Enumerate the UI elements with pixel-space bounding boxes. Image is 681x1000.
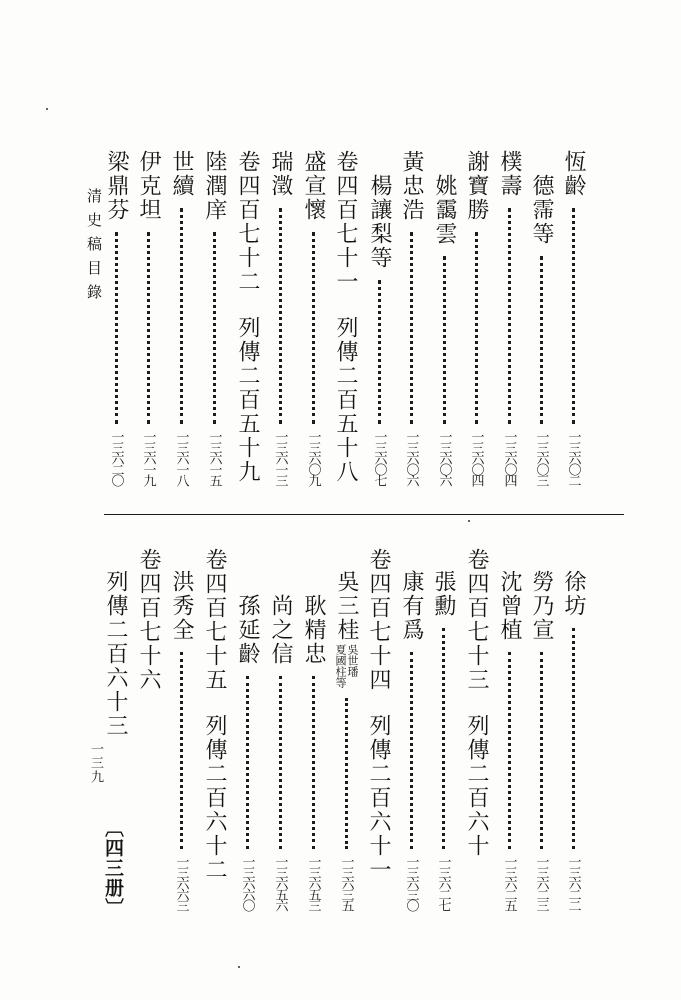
dot-leader [410, 652, 413, 849]
dot-leader [279, 676, 282, 849]
scan-speck [238, 966, 240, 968]
toc-entry[interactable] [137, 150, 159, 485]
page-number: 一三九 [88, 742, 103, 784]
chapter-heading[interactable] [203, 548, 225, 888]
dot-leader [180, 652, 183, 849]
entry-title: 伊克坦 [136, 150, 161, 222]
book-title-margin: 清史稿目錄 [85, 188, 103, 308]
entry-page: 一三六二三 [533, 855, 549, 910]
dot-leader [475, 232, 478, 424]
entry-title: 謝寶勝 [464, 150, 489, 222]
toc-entry[interactable] [269, 594, 291, 910]
entry-page: 一三六二七 [435, 855, 451, 910]
entry-title: 吳三桂 [334, 570, 359, 642]
entry-title: 盛宣懷 [301, 150, 326, 222]
entry-title: 德霈等 [529, 174, 554, 246]
chapter-subtitle-line[interactable] [104, 570, 126, 750]
entry-title: 樸壽 [497, 150, 522, 198]
dot-leader [345, 698, 348, 849]
entry-page: 一三六〇七 [371, 430, 387, 485]
entry-title: 陸潤庠 [202, 150, 227, 222]
chapter-heading[interactable] [236, 150, 258, 485]
dot-leader [312, 676, 315, 849]
dot-leader [442, 628, 445, 849]
entry-page: 一三六〇四 [501, 430, 517, 485]
chapter-number: 卷四百七十二 [235, 150, 260, 294]
entry-note [334, 644, 358, 688]
toc-entry[interactable] [498, 570, 520, 910]
chapter-heading[interactable] [465, 548, 487, 888]
toc-entry[interactable] [530, 570, 552, 910]
toc-entry[interactable] [562, 570, 584, 910]
toc-entry[interactable] [105, 150, 127, 485]
toc-entry[interactable] [400, 150, 422, 485]
entry-title: 世續 [169, 150, 194, 198]
entry-note-line-2: 夏國柱等 [334, 644, 347, 688]
scan-speck [468, 520, 470, 522]
dot-leader [572, 628, 575, 849]
chapter-heading[interactable] [367, 548, 389, 888]
toc-entry[interactable] [530, 174, 552, 485]
dot-leader [508, 208, 511, 424]
chapter-heading[interactable] [334, 150, 356, 485]
entry-page: 一三六二五 [501, 855, 517, 910]
chapter-number: 卷四百七十一 [333, 150, 358, 294]
dot-leader [443, 256, 446, 424]
chapter-heading[interactable] [137, 548, 159, 708]
entry-title: 尚之信 [268, 594, 293, 666]
dot-leader [312, 232, 315, 424]
entry-page: 一三六〇四 [468, 430, 484, 485]
entry-page: 一三六一八 [173, 430, 189, 485]
dot-leader [115, 232, 118, 424]
entry-title: 瑞澂 [268, 150, 293, 198]
toc-entry[interactable] [302, 594, 324, 910]
chapter-number: 卷四百七十五 [202, 548, 227, 692]
toc-entry[interactable] [170, 150, 192, 485]
toc-entry[interactable] [236, 594, 258, 910]
entry-title: 洪秀全 [169, 570, 194, 642]
chapter-number: 卷四百七十四 [366, 548, 391, 692]
entry-page: 一三六五六 [272, 855, 288, 910]
dot-leader [378, 280, 381, 424]
entry-title: 梁鼎芬 [104, 150, 129, 222]
entry-page: 一三六三〇 [403, 855, 419, 910]
entry-page: 一三六〇三 [533, 430, 549, 485]
dot-leader [508, 652, 511, 849]
dot-leader [540, 652, 543, 849]
entry-title: 耿精忠 [301, 594, 326, 666]
entry-title: 徐坊 [561, 570, 586, 618]
chapter-subtitle: 列傳二百六十二 [202, 714, 227, 882]
entry-page: 一三六〇二 [565, 430, 581, 485]
scan-speck [46, 108, 48, 110]
dot-leader [213, 232, 216, 424]
entry-page: 一三六六三 [173, 855, 189, 910]
volume-label: 〔四三册〕 [102, 818, 124, 918]
toc-entry[interactable] [432, 570, 454, 910]
dot-leader [540, 256, 543, 424]
entry-title: 張勳 [431, 570, 456, 618]
toc-entry[interactable] [498, 150, 520, 485]
entry-title: 黃忠浩 [399, 150, 424, 222]
dot-leader [180, 208, 183, 424]
dot-leader [147, 232, 150, 424]
entry-page: 一三六〇九 [305, 430, 321, 485]
toc-entry[interactable] [170, 570, 192, 910]
chapter-subtitle: 列傳二百六十三 [103, 570, 128, 738]
chapter-subtitle: 列傳二百六十 [464, 714, 489, 858]
toc-entry[interactable] [562, 150, 584, 485]
dot-leader [572, 208, 575, 424]
toc-entry[interactable] [302, 150, 324, 485]
chapter-subtitle: 列傳二百五十九 [235, 316, 260, 484]
chapter-number: 卷四百七十六 [136, 548, 161, 692]
entry-title: 康有爲 [399, 570, 424, 642]
chapter-number: 卷四百七十三 [464, 548, 489, 692]
entry-page: 一三六〇六 [403, 430, 419, 485]
toc-entry[interactable] [400, 570, 422, 910]
entry-title: 孫延齡 [235, 594, 260, 666]
toc-entry[interactable] [334, 570, 358, 910]
chapter-subtitle: 列傳二百五十八 [333, 316, 358, 484]
toc-entry[interactable] [433, 174, 455, 485]
entry-page: 一三六二〇 [108, 430, 124, 485]
entry-title: 沈曾植 [497, 570, 522, 642]
dot-leader [279, 208, 282, 424]
toc-entry[interactable] [269, 150, 291, 485]
entry-page: 一三六一九 [140, 430, 156, 485]
toc-entry[interactable] [203, 150, 225, 485]
entry-page: 一三六五三 [305, 855, 321, 910]
dot-leader [410, 232, 413, 424]
entry-page: 一三六二二 [565, 855, 581, 910]
toc-entry[interactable] [368, 174, 390, 485]
chapter-subtitle: 列傳二百六十一 [366, 714, 391, 882]
toc-entry[interactable] [465, 150, 487, 485]
entry-page: 一三六一五 [206, 430, 222, 485]
section-divider [104, 514, 624, 515]
entry-page: 一三六三五 [338, 855, 354, 910]
dot-leader [246, 676, 249, 849]
entry-title: 勞乃宣 [529, 570, 554, 642]
entry-page: 一三六六〇 [239, 855, 255, 910]
entry-title: 楊讓梨等 [367, 174, 392, 270]
entry-note-line-1: 吳世璠 [346, 644, 359, 677]
entry-title: 恆齡 [561, 150, 586, 198]
entry-page: 一三六一三 [272, 430, 288, 485]
entry-page: 一三六〇六 [436, 430, 452, 485]
entry-title: 姚靄雲 [432, 174, 457, 246]
